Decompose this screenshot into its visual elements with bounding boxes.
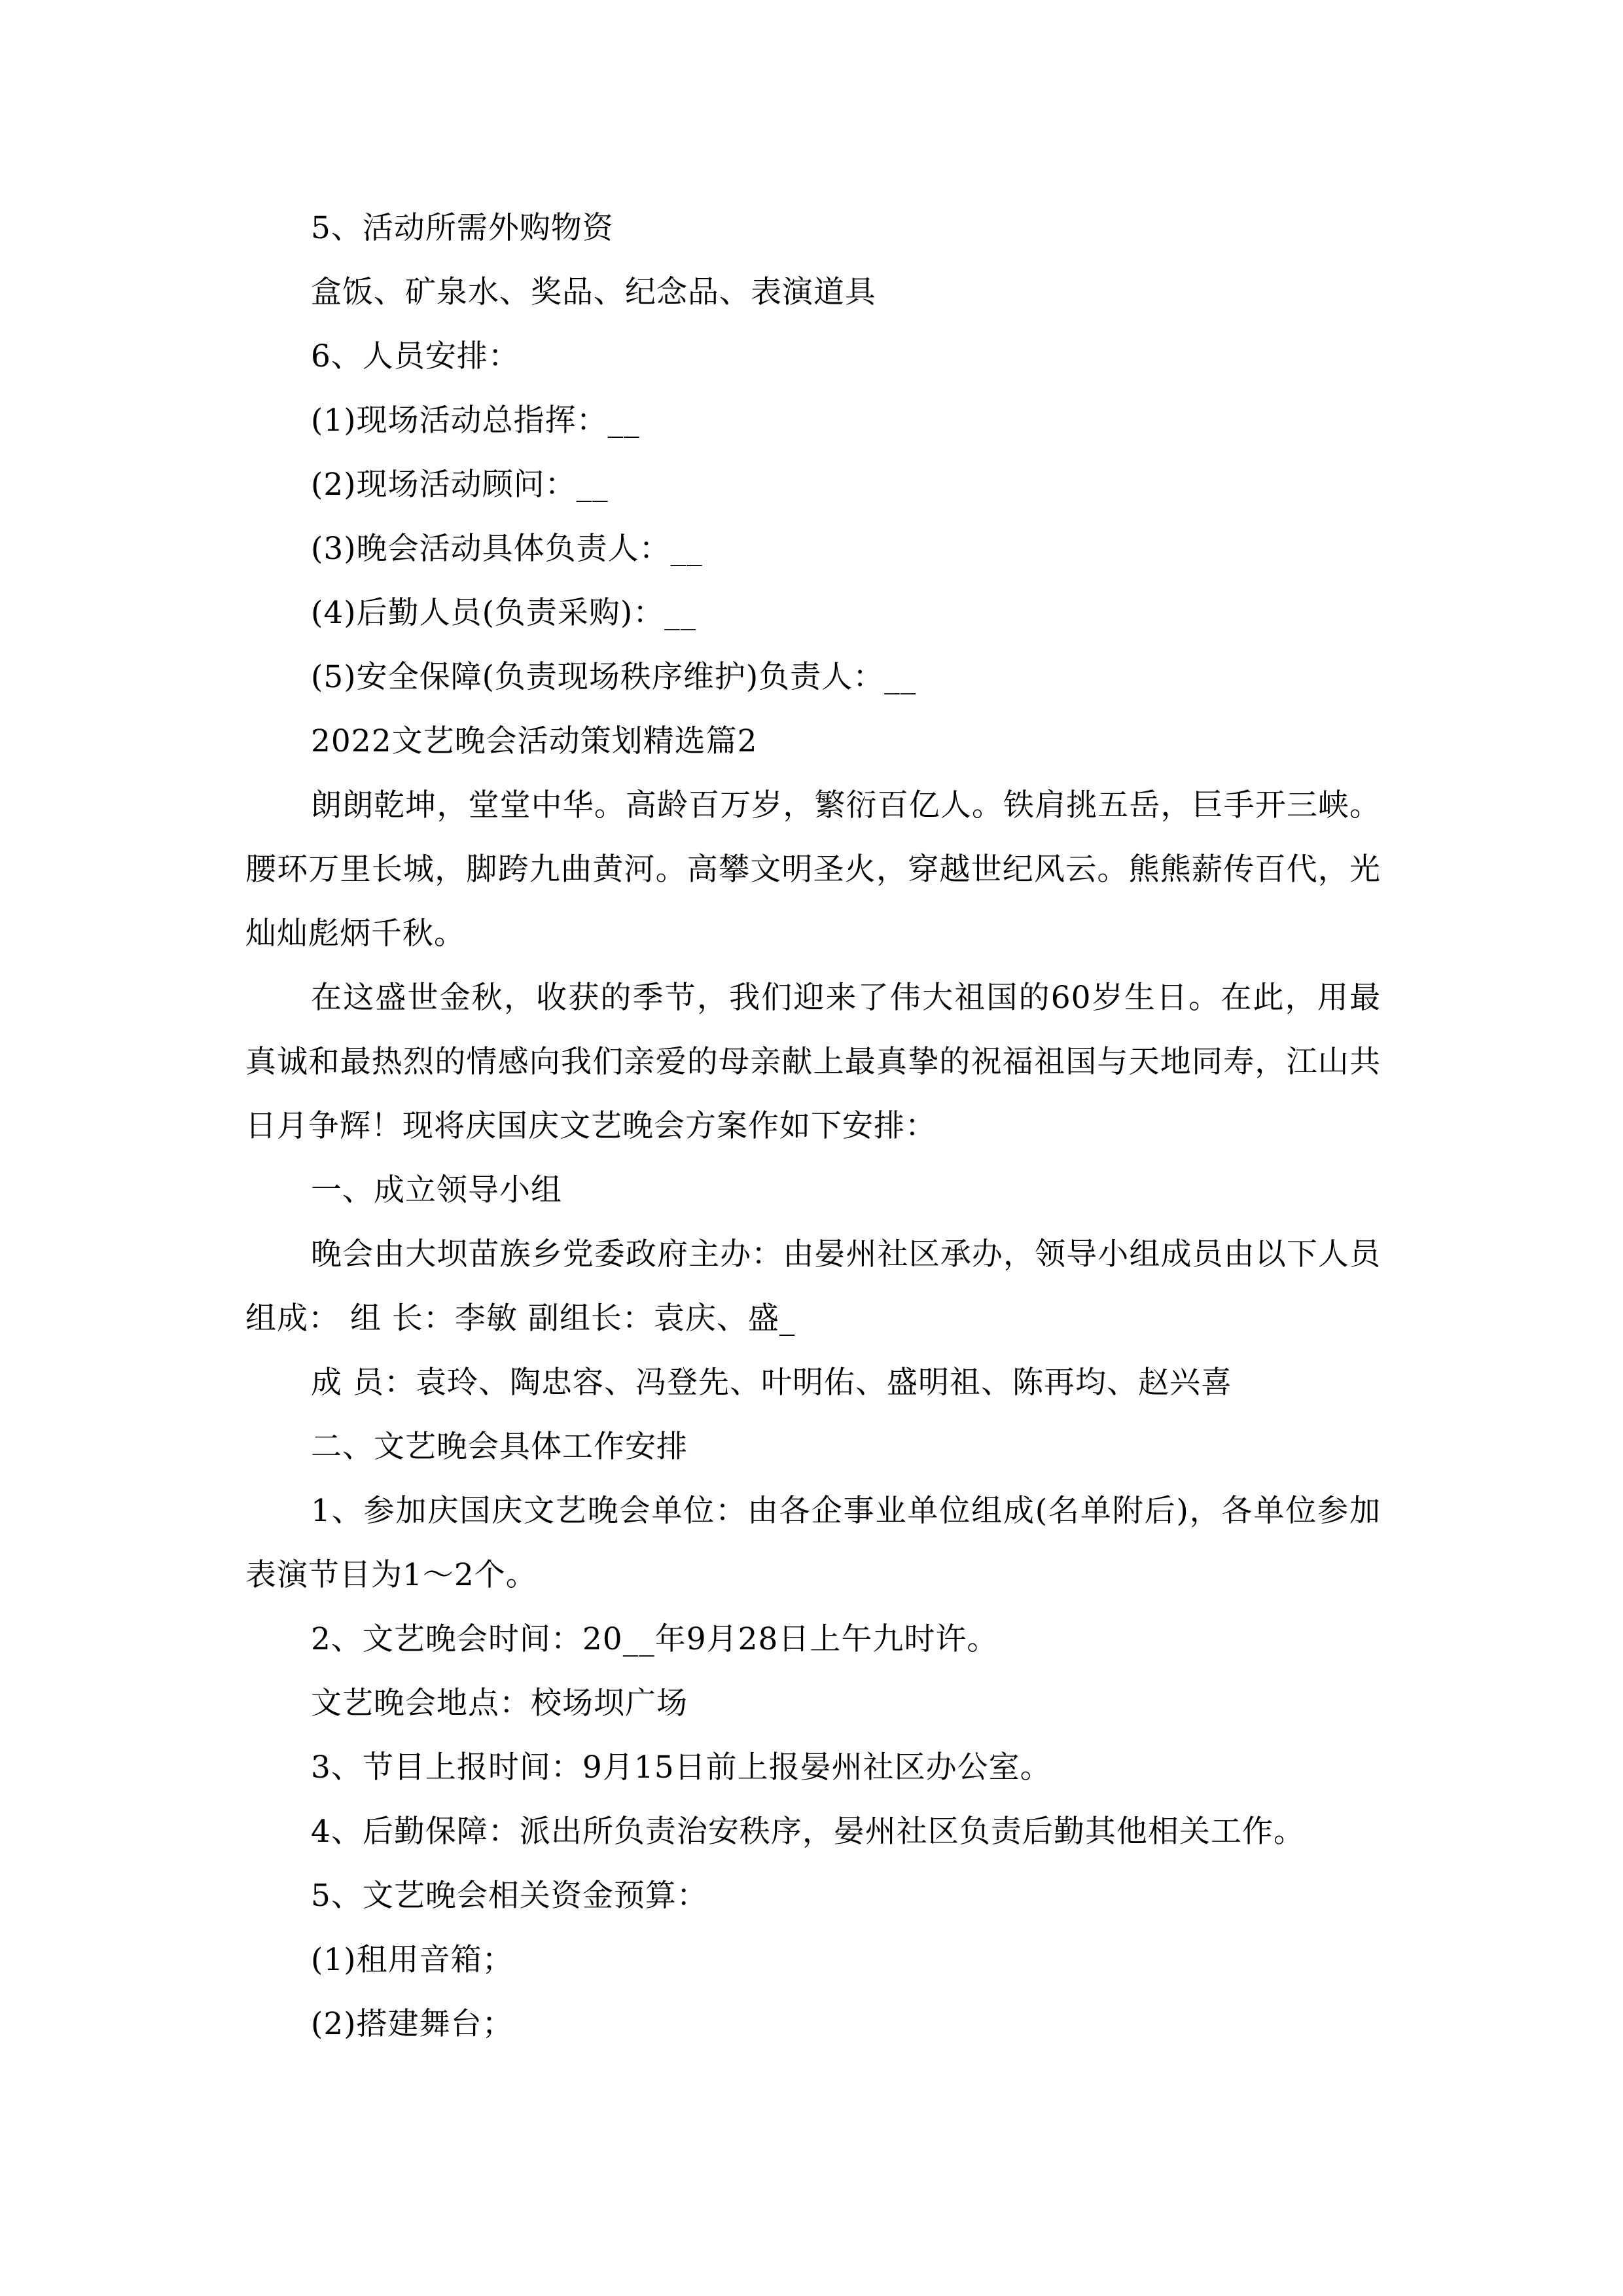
arrangement-venue: 文艺晚会地点：校场坝广场 [311,1685,688,1721]
staff-item-commander: (1)现场活动总指挥：__ [311,403,640,439]
section-heading-purchases: 5、活动所需外购物资 [311,210,614,246]
staff-item-security: (5)安全保障(负责现场秩序维护)负责人：__ [311,659,917,695]
document-body [245,196,1381,2056]
arrangement-time: 2、文艺晚会时间：20__年9月28日上午九时许。 [311,1621,999,1657]
leadership-description: 晚会由大坝苗族乡党委政府主办：由晏州社区承办，领导小组成员由以下人员组成： 组 长：李敏 副组长：袁庆、盛_ [245,1236,1381,1336]
arrangement-participants: 1、参加庆国庆文艺晚会单位：由各企事业单位组成(名单附后)，各单位参加表演节目为1～2个。 [245,1493,1381,1593]
arrangement-budget: 5、文艺晚会相关资金预算： [311,1878,708,1914]
section-heading-arrangements: 二、文艺晚会具体工作安排 [311,1429,688,1465]
arrangement-deadline: 3、节目上报时间：9月15日前上报晏州社区办公室。 [311,1749,1052,1785]
body-paragraph-celebration: 在这盛世金秋，收获的季节，我们迎来了伟大祖国的60岁生日。在此，用最真诚和最热烈的情感向我们亲爱的母亲献上最真挚的祝福祖国与天地同寿，江山共日月争辉！现将庆国庆文艺晚会方案作如下安排： [245,980,1381,1144]
section-heading-leadership: 一、成立领导小组 [311,1172,562,1208]
leadership-members: 成 员：袁玲、陶忠容、冯登先、叶明佑、盛明祖、陈再均、赵兴喜 [311,1365,1232,1401]
body-paragraph-intro: 朗朗乾坤，堂堂中华。高龄百万岁，繁衍百亿人。铁肩挑五岳，巨手开三峡。腰环万里长城，脚跨九曲黄河。高攀文明圣火，穿越世纪风云。熊熊薪传百代，光灿灿彪炳千秋。 [245,787,1381,952]
article-title: 2022文艺晚会活动策划精选篇2 [311,723,758,759]
section-heading-staffing: 6、人员安排： [311,338,520,374]
budget-item-speakers: (1)租用音箱； [311,1942,514,1978]
staff-item-gala-lead: (3)晚会活动具体负责人：__ [311,531,703,567]
budget-item-stage: (2)搭建舞台； [311,2006,514,2042]
staff-item-logistics: (4)后勤人员(负责采购)：__ [311,595,697,631]
arrangement-logistics: 4、后勤保障：派出所负责治安秩序，晏州社区负责后勤其他相关工作。 [311,1814,1305,1850]
purchase-items: 盒饭、矿泉水、奖品、纪念品、表演道具 [311,274,876,310]
staff-item-advisor: (2)现场活动顾问：__ [311,467,609,503]
